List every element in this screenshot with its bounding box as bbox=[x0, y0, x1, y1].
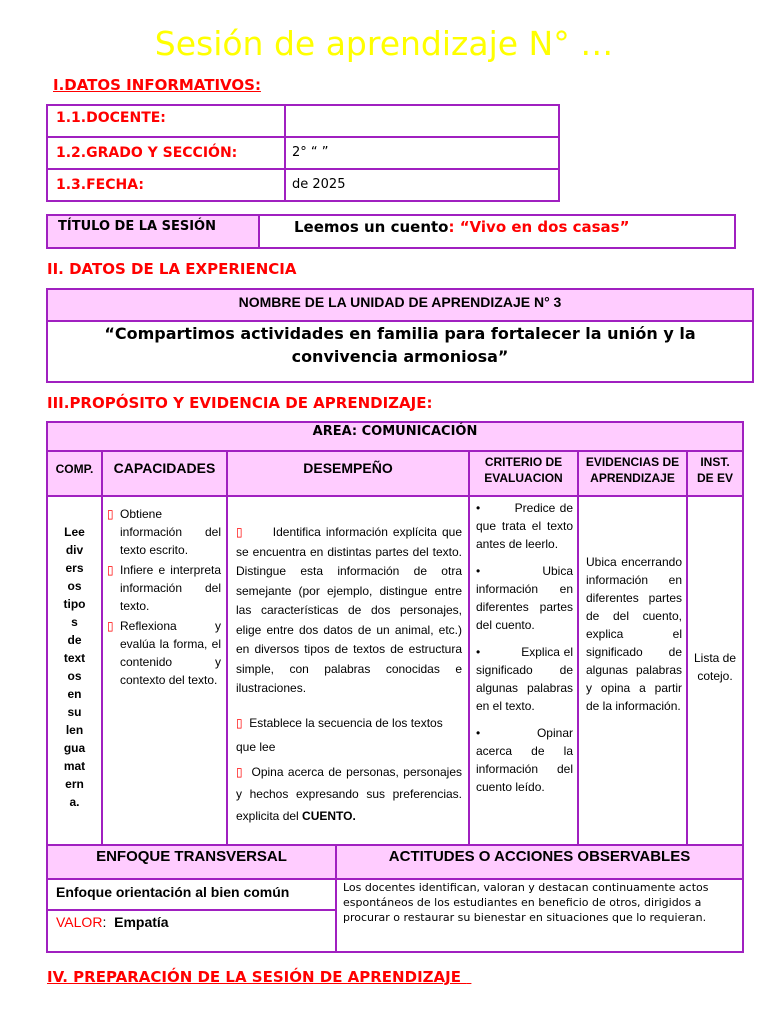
header-desempeno: DESEMPEÑO bbox=[226, 450, 470, 497]
sesion-title-row bbox=[46, 214, 736, 249]
enfoque-table bbox=[46, 844, 744, 953]
unidad-name: “Compartimos actividades en familia para fortalecer la unión y la convivencia armoniosa” bbox=[104, 324, 696, 366]
capacidades-cell bbox=[101, 495, 228, 846]
section-proposito: III.PROPÓSITO Y EVIDENCIA DE APRENDIZAJE: bbox=[47, 394, 433, 412]
valor-label: VALOR bbox=[56, 914, 103, 930]
header-capacidades: CAPACIDADES bbox=[101, 450, 228, 497]
comp-line: ern bbox=[65, 777, 84, 791]
datos-table bbox=[46, 104, 560, 202]
criterio-cell bbox=[468, 495, 579, 846]
valor-value: Empatía bbox=[114, 914, 169, 930]
unidad-box bbox=[46, 288, 754, 383]
bullet-icon: • bbox=[476, 645, 481, 659]
bullet-icon: ▯ bbox=[236, 716, 243, 730]
capacidad-item: ▯ Infiere e interpreta información del texto. bbox=[107, 563, 221, 613]
grado-value: 2° “ ” bbox=[292, 145, 329, 160]
comp-line: tipo bbox=[63, 597, 86, 611]
fecha-value: de 2025 bbox=[292, 177, 346, 192]
criterio-item: • Predice de que trata el texto antes de leerlo. bbox=[476, 501, 573, 551]
evidencias-cell bbox=[577, 495, 688, 846]
header-inst: INST. DE EV bbox=[686, 450, 744, 497]
enfoque-header: ENFOQUE TRANSVERSAL bbox=[46, 844, 337, 880]
comp-line: ers bbox=[65, 561, 84, 575]
inst-text: Lista de cotejo. bbox=[693, 651, 737, 683]
comp-line: a. bbox=[69, 795, 80, 809]
enfoque-name: Enfoque orientación al bien común bbox=[46, 878, 337, 911]
actitudes-header: ACTITUDES O ACCIONES OBSERVABLES bbox=[335, 844, 744, 880]
section-preparacion: IV. PREPARACIÓN DE LA SESIÓN DE APRENDIZAJE bbox=[47, 968, 467, 986]
sesion-title: Leemos un cuento: “Vivo en dos casas” bbox=[294, 218, 630, 236]
area-header: AREA: COMUNICACIÓN bbox=[46, 421, 744, 452]
evidencias-text: Ubica encerrando información en diferentes partes de del cuento, explica el significado de algunas palabras y opina a partir de la información. bbox=[586, 555, 682, 713]
bullet-icon: ▯ bbox=[236, 525, 243, 539]
unidad-header: NOMBRE DE LA UNIDAD DE APRENDIZAJE N° 3 bbox=[48, 290, 752, 322]
comp-line: en bbox=[67, 687, 82, 701]
comp-line: s bbox=[71, 615, 78, 629]
criterio-item: • Opinar acerca de la información del cuento leído. bbox=[476, 726, 573, 794]
header-criterio: CRITERIO DE EVALUACION bbox=[468, 450, 579, 497]
inst-cell bbox=[686, 495, 744, 846]
comp-text bbox=[48, 523, 101, 811]
comp-line: de bbox=[67, 633, 82, 647]
criterio-item: • Ubica información en diferentes partes del cuento. bbox=[476, 564, 573, 632]
actitudes-text: Los docentes identifican, valoran y destacan continuamente actos espontáneos de los estudiantes en beneficio de otros, dirigidos a procurar o restaurar su bienestar en situaciones que lo requieran. bbox=[335, 878, 744, 953]
bullet-icon: ▯ bbox=[107, 563, 114, 577]
bullet-icon: • bbox=[476, 501, 481, 515]
comp-line: gua bbox=[63, 741, 86, 755]
comp-line: su bbox=[67, 705, 82, 719]
grado-label: 1.2.GRADO Y SECCIÓN: bbox=[56, 145, 238, 161]
comp-line: mat bbox=[63, 759, 86, 773]
header-comp: COMP. bbox=[46, 450, 103, 497]
desempeno-2: ▯ Establece la secuencia de los textos que lee bbox=[236, 716, 443, 754]
header-evidencias: EVIDENCIAS DE APRENDIZAJE bbox=[577, 450, 688, 497]
page-title: Sesión de aprendizaje N° … bbox=[154, 24, 614, 63]
desempeno-1: ▯ Identifica información explícita que se encuentra en distintas partes del texto. Distingue esta información de otra semejante (por ejemplo, distingue entre las características de dos personajes, elige entre dos datos de un animal, etc.) en diversos tipos de textos de estructura simple, con palabras conocidas e ilustraciones. bbox=[236, 525, 462, 695]
comp-line: len bbox=[65, 723, 84, 737]
proposito-table bbox=[46, 421, 744, 846]
capacidad-item: ▯ Reflexiona y evalúa la forma, el contenido y contexto del texto. bbox=[107, 619, 221, 687]
bullet-icon: • bbox=[476, 726, 481, 740]
section-datos-experiencia: II. DATOS DE LA EXPERIENCIA bbox=[47, 260, 297, 278]
comp-line: Lee bbox=[64, 525, 85, 539]
valor-row: VALOR: Empatía bbox=[46, 909, 337, 953]
comp-line: os bbox=[67, 669, 82, 683]
fecha-label: 1.3.FECHA: bbox=[56, 177, 144, 193]
comp-line: os bbox=[67, 579, 82, 593]
bullet-icon: ▯ bbox=[236, 765, 243, 779]
bullet-icon: • bbox=[476, 564, 481, 578]
docente-value bbox=[284, 104, 560, 138]
bullet-icon: ▯ bbox=[107, 507, 114, 521]
docente-label: 1.1.DOCENTE: bbox=[56, 110, 166, 126]
desempeno-cell bbox=[226, 495, 470, 846]
section-datos-informativos: I.DATOS INFORMATIVOS: bbox=[53, 76, 261, 94]
criterio-item: • Explica el significado de algunas palabras en el texto. bbox=[476, 645, 573, 713]
comp-cell bbox=[46, 495, 103, 846]
sesion-label: TÍTULO DE LA SESIÓN bbox=[58, 219, 216, 234]
capacidad-item: ▯ Obtiene información del texto escrito. bbox=[107, 507, 221, 557]
comp-line: div bbox=[65, 543, 84, 557]
desempeno-3: ▯ Opina acerca de personas, personajes y hechos expresando sus preferencias. explicita del CUENTO. bbox=[236, 765, 462, 823]
bullet-icon: ▯ bbox=[107, 619, 114, 633]
comp-line: text bbox=[63, 651, 86, 665]
